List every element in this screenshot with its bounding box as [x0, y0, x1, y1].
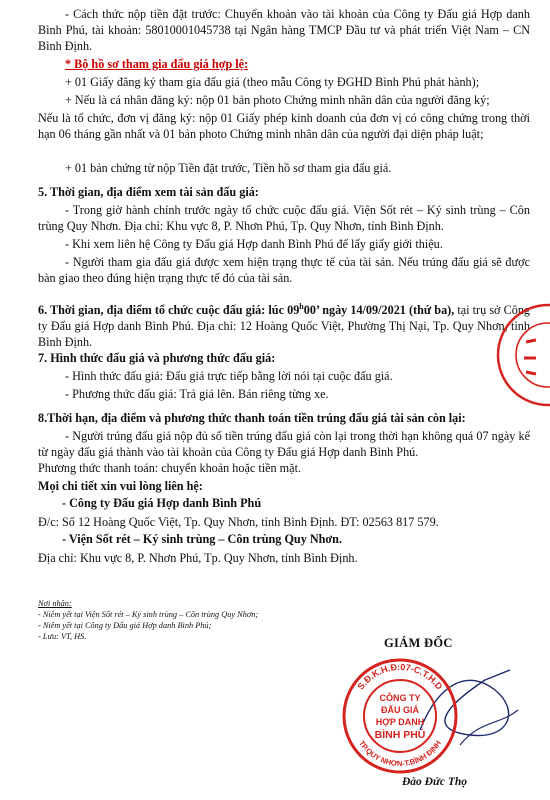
section-5-item-2: - Khi xem liên hệ Công ty Đấu giá Hợp danh Bình Phú để lấy giấy giới thiệu.	[65, 237, 443, 251]
contact-2-address: Địa chỉ: Khu vực 8, P. Nhơn Phú, Tp. Quy Nhơn, tỉnh Bình Định.	[38, 551, 358, 565]
dossier-item-4: + 01 bản chứng từ nộp Tiền đặt trước, Tiền hồ sơ tham gia đấu giá.	[65, 161, 392, 175]
company-seal	[340, 656, 460, 776]
recipients-title: Nơi nhận:	[38, 599, 72, 608]
seal-ring-text: S.Đ.K.H.Đ:07-C.T.H.D	[355, 661, 445, 692]
seal-bottom-text: TP.QUY NHƠN-T.BÌNH ĐỊNH	[357, 738, 443, 769]
deposit-method-paragraph: - Cách thức nộp tiền đặt trước: Chuyển khoản vào tài khoản của Công ty Đấu giá Hợp danh Bình Phú, tài khoản: 58010001045738 tại Ngân hàng TMCP Đầu tư và phát triển Việt Nam – CN Bình Định.	[38, 7, 530, 53]
section-5-item-1: - Trong giờ hành chính trước ngày tổ chức cuộc đấu giá. Viện Sốt rét – Ký sinh trùng – Côn trùng Quy Nhơn. Địa chỉ: Khu vực 8, P. Nhơn Phú, Tp. Quy Nhơn, tỉnh Bình Định.	[38, 203, 530, 233]
section-6-paragraph	[38, 302, 530, 350]
seal-line-4: BÌNH PHÚ	[374, 729, 426, 741]
section-5-item-3: - Người tham gia đấu giá được xem hiện trạng thực tế của tài sản. Nếu trúng đấu giá sẽ được bàn giao theo đúng hiện trạng thực tế đó của tài sản.	[38, 255, 530, 285]
contact-1-name: - Công ty Đấu giá Hợp danh Bình Phú	[62, 496, 262, 510]
recipients-block	[38, 598, 258, 642]
dossier-item-2: + Nếu là cá nhân đăng ký: nộp 01 bản photo Chứng minh nhân dân của người đăng ký;	[65, 93, 490, 107]
recipient-item-1: - Niêm yết tại Viện Sốt rét – Ký sinh trùng – Côn trùng Quy Nhơn;	[38, 610, 259, 619]
section-8-paragraph-2: Phương thức thanh toán: chuyển khoản hoặc tiền mặt.	[38, 461, 302, 475]
seal-line-3: HỢP DANH	[375, 717, 425, 727]
recipient-item-2: - Niêm yết tại Công ty Đấu giá Hợp danh Bình Phú;	[38, 621, 212, 630]
section-6-location: tại trụ sở Công ty Đấu giá Hợp danh Bình Phú. Địa chỉ: 12 Hoàng Quốc Việt, Phường Thị Nại, Tp. Quy Nhơn, tỉnh Bình Định.	[38, 303, 531, 349]
recipient-item-3: - Lưu: VT, HS.	[38, 632, 87, 641]
seal-line-2: ĐẤU GIÁ	[381, 705, 419, 715]
dossier-item-1: + 01 Giấy đăng ký tham gia đấu giá (theo mẫu Công ty ĐGHD Bình Phú phát hành);	[65, 75, 480, 89]
dossier-heading: * Bộ hồ sơ tham gia đấu giá hợp lệ:	[65, 57, 249, 71]
signature-title: GIÁM ĐỐC	[384, 636, 453, 650]
signer-name: Đào Đức Thọ	[402, 776, 468, 788]
section-7-item-2: - Phương thức đấu giá: Trả giá lên. Bán riêng từng xe.	[65, 387, 329, 401]
section-8-heading: 8.Thời hạn, địa điểm và phương thức thanh toán tiền trúng đấu giá tài sản còn lại:	[38, 411, 466, 425]
contact-1-address: Đ/c: Số 12 Hoàng Quốc Việt, Tp. Quy Nhơn, tỉnh Bình Định. ĐT: 02563 817 579.	[38, 515, 439, 529]
seal-line-1: CÔNG TY	[379, 693, 421, 703]
edge-seal-fragment	[488, 300, 550, 410]
contact-heading: Mọi chi tiết xin vui lòng liên hệ:	[38, 479, 203, 493]
section-6-time: lúc 09$^h$00’ ngày 14/09/2021 (thứ ba),	[268, 301, 455, 317]
section-7-item-1: - Hình thức đấu giá: Đấu giá trực tiếp bằng lời nói tại cuộc đấu giá.	[65, 369, 393, 383]
section-5-heading: 5. Thời gian, địa điểm xem tài sản đấu giá:	[38, 185, 259, 199]
section-8-paragraph-1: - Người trúng đấu giá nộp đủ số tiền trúng đấu giá còn lại trong thời hạn không quá 07 ngày kể từ ngày đấu giá thành vào tài khoản của Công ty Đấu giá Hợp danh Bình Phú.	[38, 429, 530, 459]
section-6-heading: 6. Thời gian, địa điểm tổ chức cuộc đấu giá:	[38, 303, 266, 317]
svg-text:S.Đ.K.H.Đ:07-C.T.H.D	[355, 662, 444, 692]
contact-2-name: - Viện Sốt rét – Ký sinh trùng – Côn trùng Quy Nhơn.	[62, 532, 342, 546]
dossier-item-3: Nếu là tổ chức, đơn vị đăng ký: nộp 01 Giấy phép kinh doanh của đơn vị có công chứng trong thời hạn 06 tháng gần nhất và 01 bản photo Chứng minh nhân dân của người đại diện pháp luật;	[38, 111, 530, 141]
section-7-heading: 7. Hình thức đấu giá và phương thức đấu giá:	[38, 351, 276, 365]
